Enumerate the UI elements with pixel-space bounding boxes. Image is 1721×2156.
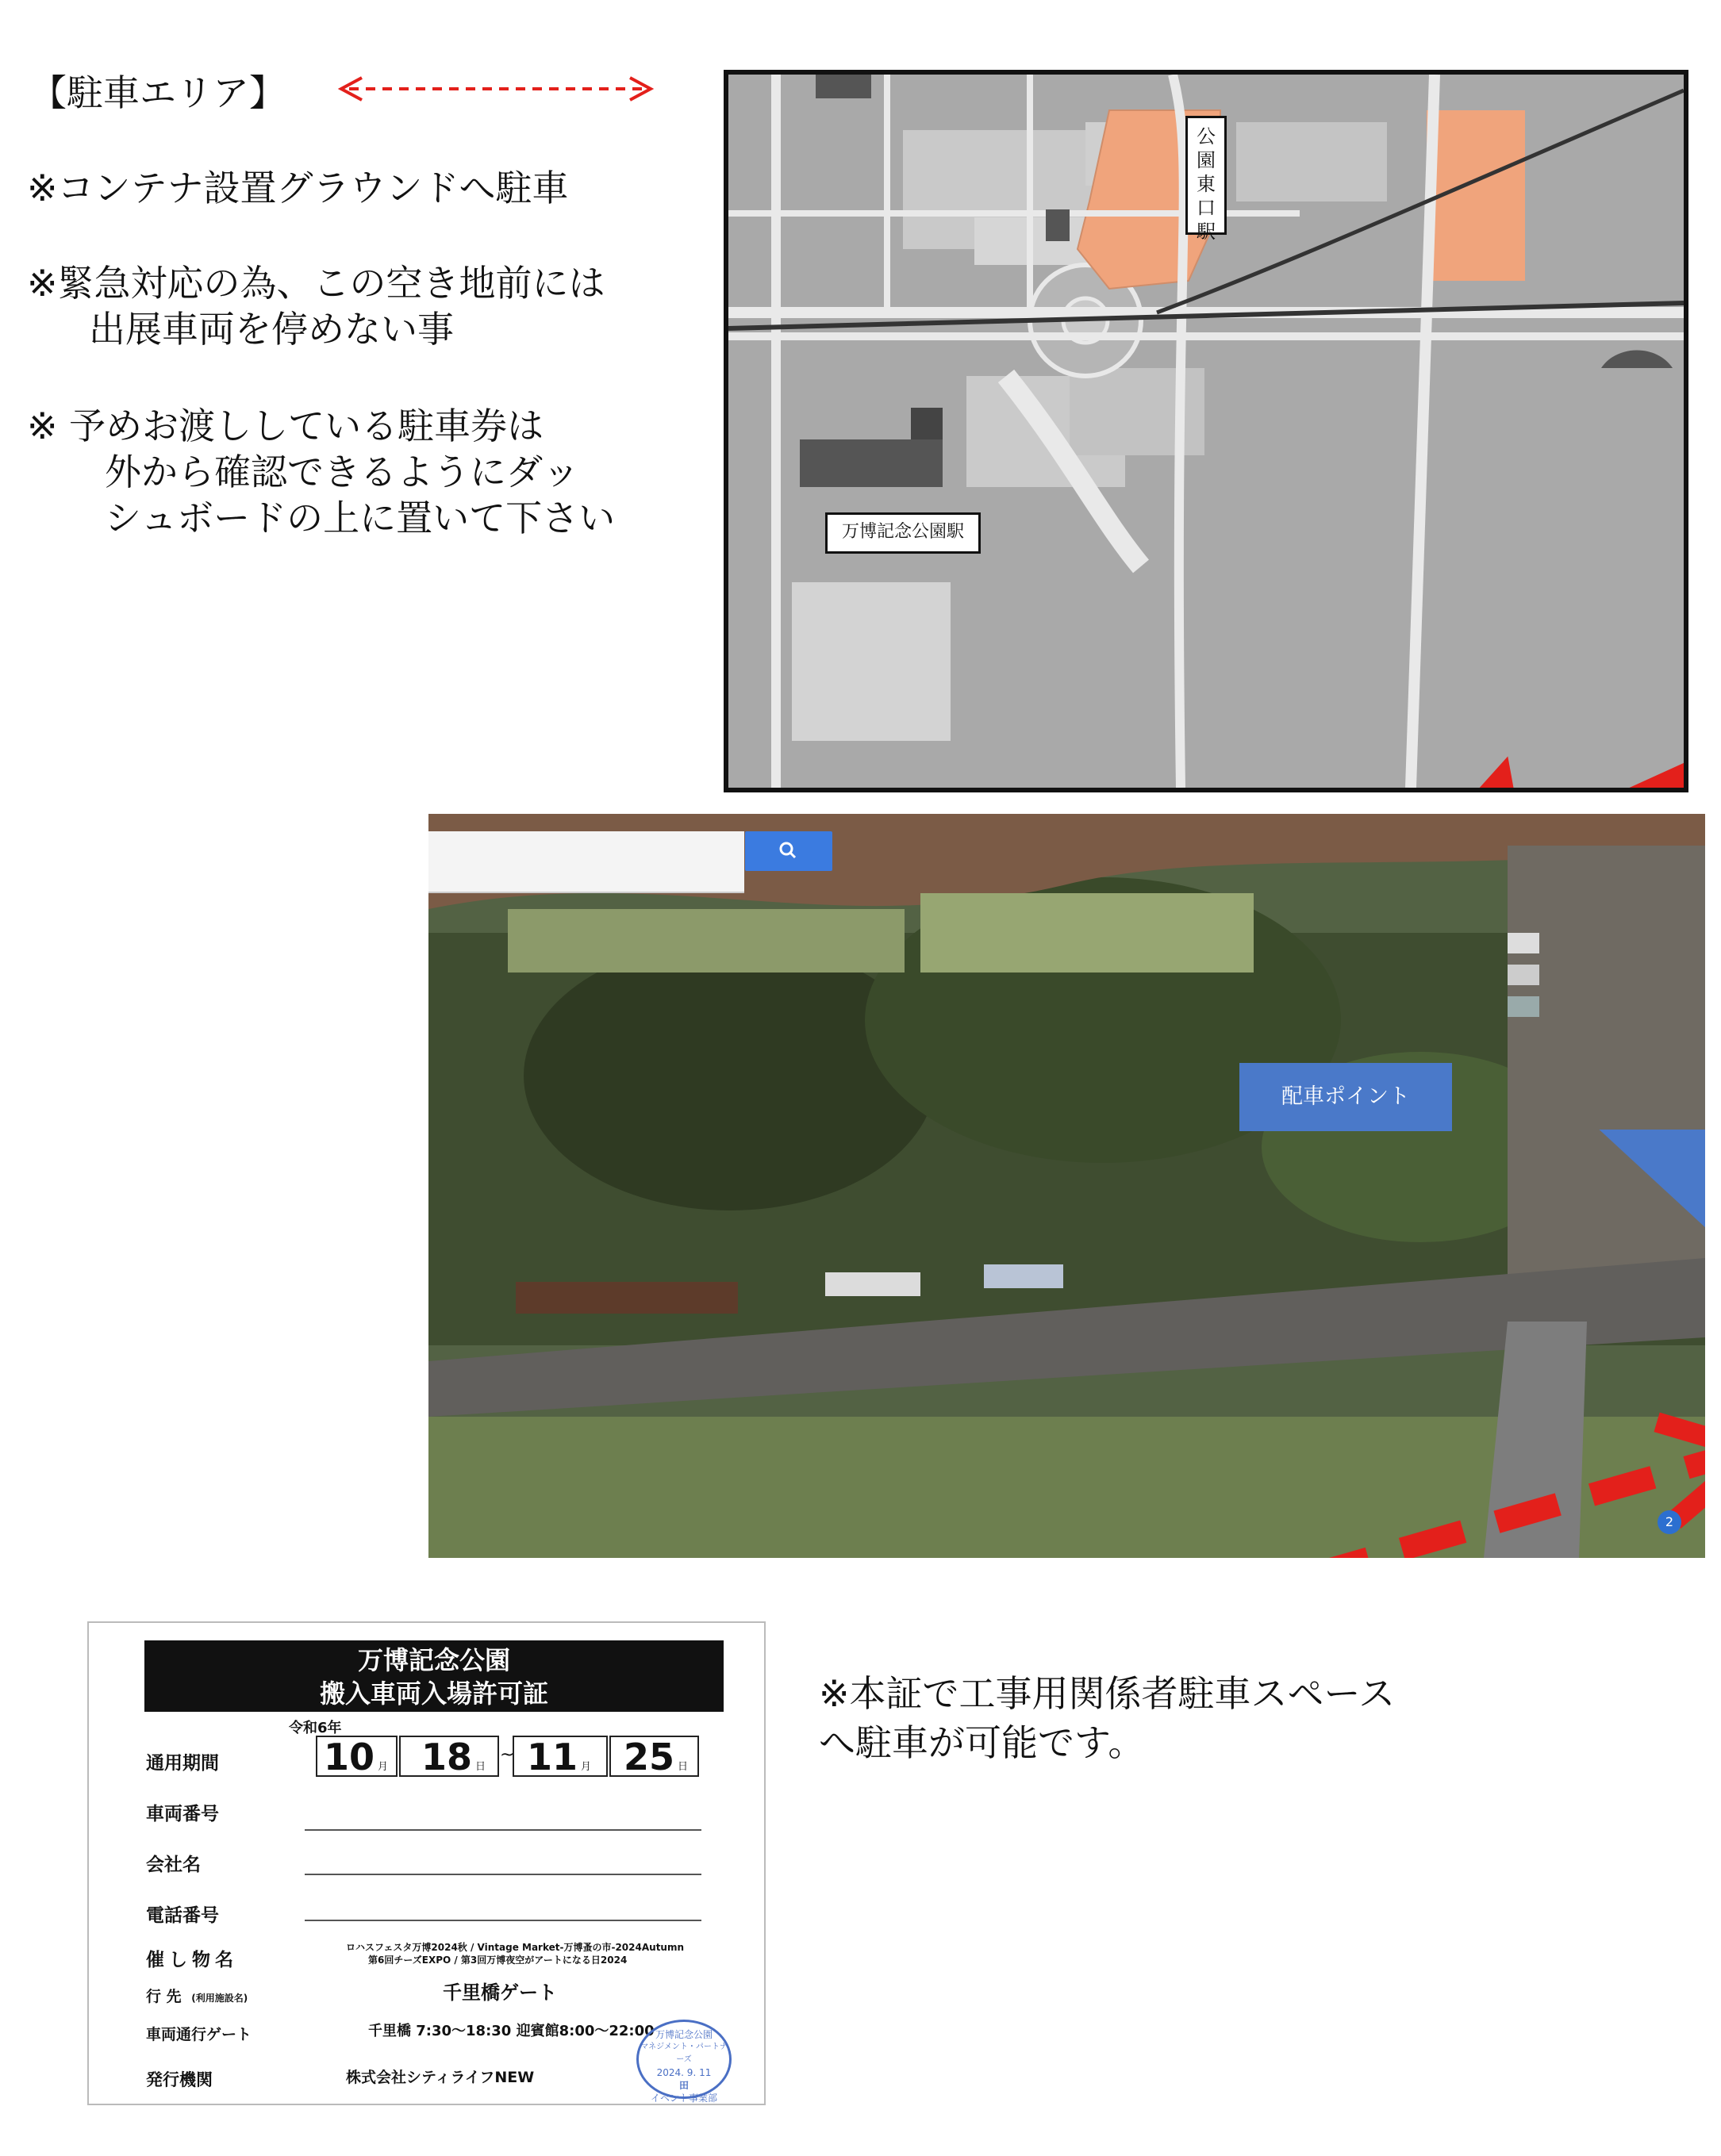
to-month-unit: 月 <box>581 1761 592 1773</box>
company-line <box>305 1874 701 1875</box>
stamp-line2: マネジメント・パートナーズ <box>640 2043 728 2064</box>
vehicle-no-line <box>305 1829 701 1831</box>
permit-note-line2: へ駐車が可能です。 <box>819 1721 1145 1764</box>
legend-dashed-arrow <box>333 73 659 105</box>
gate-hours: 千里橋 7:30〜18:30 迎賓館8:00〜22:00 <box>368 2023 655 2039</box>
destination-label-note: (利用施設名) <box>191 1993 248 2004</box>
permit-title-line2: 搬入車両入場許可証 <box>319 1678 548 1709</box>
dispatch-point-callout: 配車ポイント <box>1239 1063 1452 1131</box>
permit-era: 令和6年 <box>289 1720 342 1736</box>
label-gate: 車両通行ゲート <box>146 2026 252 2043</box>
destination-label-text: 行 先 <box>146 1988 182 2005</box>
destination-value: 千里橋ゲート <box>443 1981 557 2004</box>
to-month-box <box>513 1736 608 1777</box>
phone-line <box>305 1920 701 1921</box>
to-month: 11 <box>527 1736 578 1778</box>
permit-title-line1: 万博記念公園 <box>357 1645 510 1675</box>
map-label-main-station: 万博記念公園駅 <box>825 512 981 554</box>
label-company: 会社名 <box>146 1855 201 1875</box>
note-ticket-line3: シュボードの上に置いて下さい <box>105 497 616 539</box>
stamp-dept: イベント事業部 <box>650 2093 717 2104</box>
label-phone: 電話番号 <box>146 1905 219 1926</box>
from-day-box <box>399 1736 499 1777</box>
note-emergency-line2: 出展車両を停めない事 <box>89 308 454 351</box>
note-container-ground: ※コンテナ設置グラウンドへ駐車 <box>27 167 569 209</box>
event-line1: ロハスフェスタ万博2024秋 / Vintage Market-万博蚤の市-2024Autumn <box>346 1942 685 1953</box>
to-day: 25 <box>624 1736 675 1778</box>
map-label-east-station: 公園東口駅 <box>1185 116 1227 235</box>
from-month-box <box>316 1736 398 1777</box>
permit-title <box>144 1640 724 1712</box>
page-badge: 2 <box>1658 1510 1681 1534</box>
note-emergency-line1: ※緊急対応の為、この空き地前には <box>27 262 605 305</box>
label-vehicle-no: 車両番号 <box>146 1804 219 1824</box>
period-separator: ~ <box>500 1745 515 1765</box>
from-day: 18 <box>421 1736 473 1778</box>
permit-note-line1: ※本証で工事用関係者駐車スペース <box>819 1672 1396 1715</box>
event-line2: 第6回チーズEXPO / 第3回万博夜空がアートになる日2024 <box>368 1955 628 1966</box>
to-day-box <box>609 1736 699 1777</box>
to-day-unit: 日 <box>678 1761 689 1773</box>
issuer-value: 株式会社シティライフNEW <box>346 2069 535 2086</box>
aerial-photo <box>428 814 1705 1558</box>
official-stamp <box>636 2020 732 2104</box>
stamp-line1: 万博記念公園 <box>655 2029 713 2040</box>
stamp-name: 田 <box>678 2080 689 2091</box>
label-issuer: 発行機関 <box>146 2070 213 2089</box>
map-search-input[interactable] <box>428 831 744 893</box>
search-icon <box>745 831 832 871</box>
note-ticket-line1: ※ 予めお渡ししている駐車券は <box>27 405 544 447</box>
from-month: 10 <box>324 1736 375 1778</box>
note-ticket-line2: 外から確認できるようにダッ <box>105 451 579 493</box>
stamp-date: 2024. 9. 11 <box>656 2067 712 2078</box>
from-day-unit: 日 <box>475 1761 486 1773</box>
map-search-button[interactable] <box>745 831 832 871</box>
map-red-double-arrow <box>1274 400 1688 792</box>
label-destination <box>146 1985 248 2006</box>
from-month-unit: 月 <box>378 1761 389 1773</box>
parking-area-title: 【駐車エリア】 <box>30 71 286 114</box>
park-map <box>724 70 1688 792</box>
vehicle-entry-permit <box>87 1621 766 2105</box>
label-event: 催し物名 <box>146 1950 238 1970</box>
aerial-red-dashed-arrow <box>508 1218 1705 1558</box>
label-period: 通用期間 <box>146 1753 219 1774</box>
permit-note <box>819 1669 1395 1767</box>
